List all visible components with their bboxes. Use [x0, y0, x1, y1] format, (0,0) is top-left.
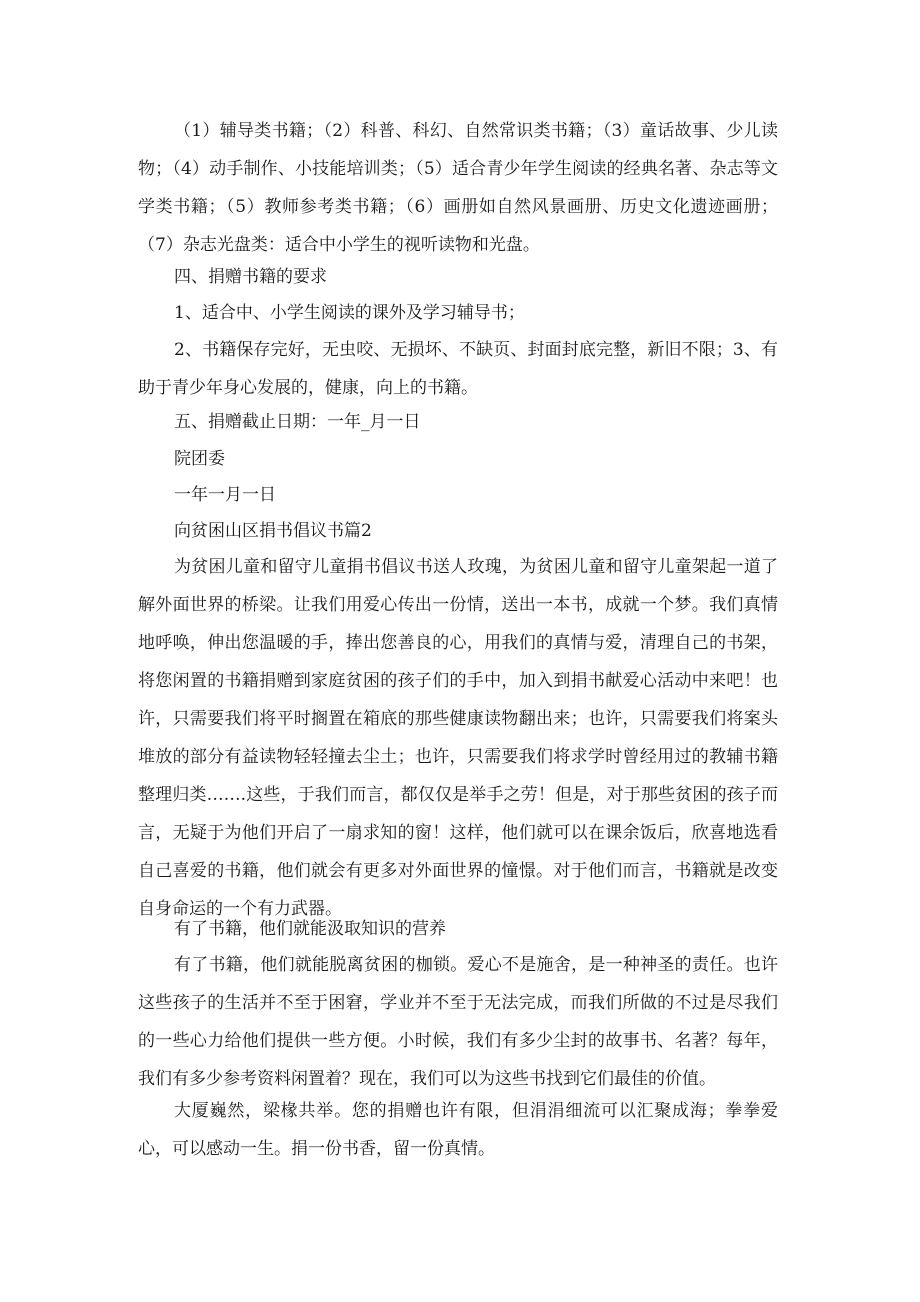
book-categories-paragraph: （1）辅导类书籍；（2）科普、科幻、自然常识类书籍；（3）童话故事、少儿读物；（4）动手制作、小技能培训类；（5）适合青少年学生阅读的经典名著、杂志等文学类书籍；（5）教师参考类书籍；（6）画册如自然风景画册、历史文化遗迹画册；（7）杂志光盘类：适合中小学生的视听读物和光盘。 — [138, 121, 778, 255]
books-free-paragraph: 有了书籍，他们就能脱离贫困的枷锁。爱心不是施舍，是一种神圣的责任。也许这些孩子的生活并不至于困窘，学业并不至于无法完成，而我们所做的不过是尽我们的一些心力给他们提供一些方便。小时候，我们有多少尘封的故事书、名著？每年，我们有多少参考资料闲置着？现在，我们可以为这些书找到它们最佳的价值。 — [138, 955, 778, 1089]
signature-date: 一年一月一日 — [174, 485, 276, 505]
article-2-title: 向贫困山区捐书倡议书篇2 — [174, 521, 372, 541]
requirement-1: 1、适合中、小学生阅读的课外及学习辅导书； — [174, 303, 525, 323]
closing-paragraph: 大厦巍然，梁椽共举。您的捐赠也许有限，但涓涓细流可以汇聚成海；拳拳爱心，可以感动一生。捐一份书香，留一份真情。 — [138, 1101, 778, 1159]
section-5-deadline: 五、捐赠截止日期：一年_月一日 — [174, 412, 421, 432]
section-4-heading: 四、捐赠书籍的要求 — [174, 267, 327, 287]
organization-name: 院团委 — [174, 449, 225, 469]
appeal-paragraph: 为贫困儿童和留守儿童捐书倡议书送人玫瑰，为贫困儿童和留守儿童架起一道了解外面世界的桥梁。让我们用爱心传出一份情，送出一本书，成就一个梦。我们真情地呼唤，伸出您温暖的手，捧出您善良的心，用我们的真情与爱，清理自己的书架，将您闲置的书籍捐赠到家庭贫困的孩子们的手中，加入到捐书献爱心活动中来吧！也许，只需要我们将平时搁置在箱底的那些健康读物翻出来；也许，只需要我们将案头堆放的部分有益读物轻轻撞去尘土；也许，只需要我们将求学时曾经用过的教辅书籍整理归类…….这些，于我们而言，都仅仅是举手之劳！但是，对于那些贫困的孩子而言，无疑于为他们开启了一扇求知的窗！这样，他们就可以在课余饭后，欣喜地选看自己喜爱的书籍，他们就会有更多对外面世界的憧憬。对于他们而言，书籍就是改变自身命运的一个有力武器。 — [138, 557, 778, 919]
books-nourish-line: 有了书籍，他们就能汲取知识的营养 — [174, 919, 446, 939]
requirement-2: 2、书籍保存完好，无虫咬、无损坏、不缺页、封面封底完整，新旧不限；3、有助于青少年身心发展的，健康，向上的书籍。 — [138, 340, 778, 398]
